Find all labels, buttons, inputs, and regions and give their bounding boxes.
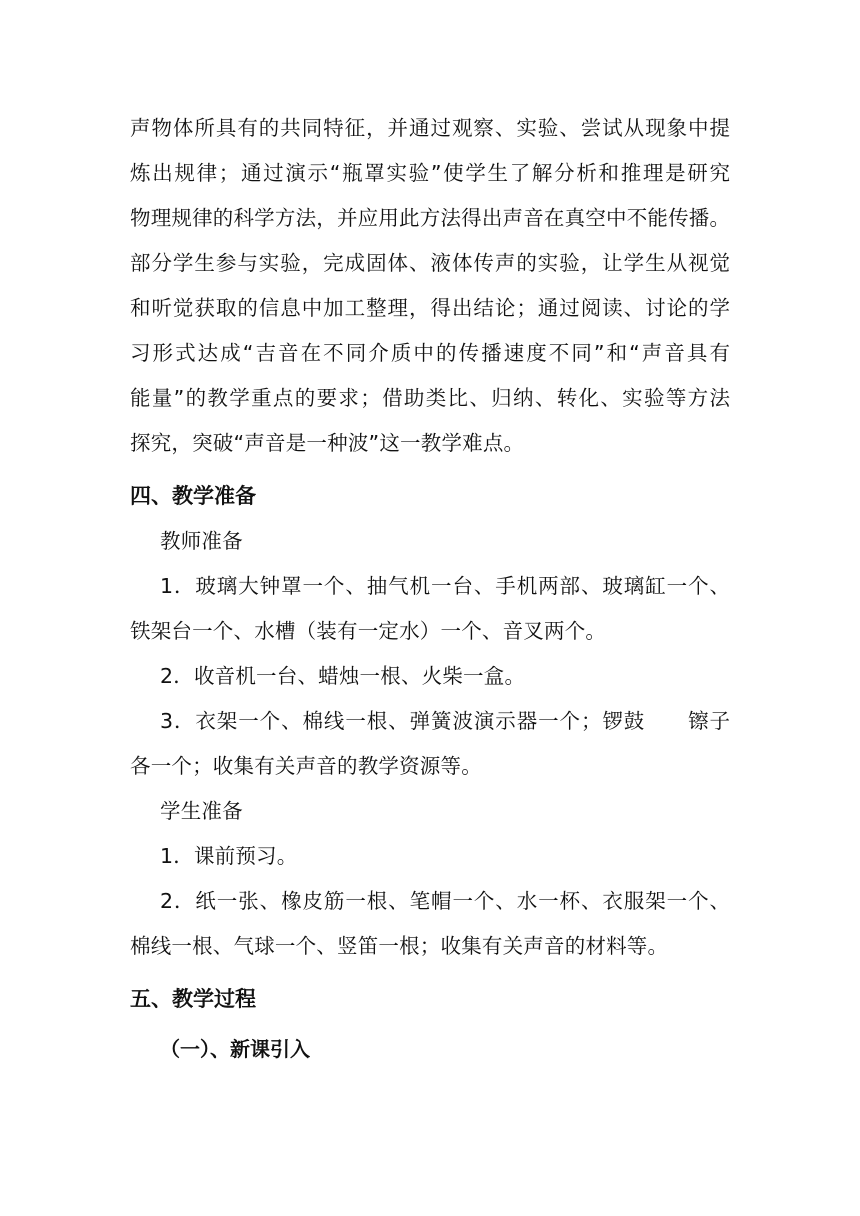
paragraph-line: 炼出规律；通过演示“瓶罩实验”使学生了解分析和推理是研究 — [130, 161, 730, 185]
list-item-line: 3．衣架一个、棉线一根、弹簧波演示器一个；锣鼓 镲子 — [160, 709, 730, 733]
student-preparation-label: 学生准备 — [160, 799, 243, 823]
document-page — [130, 106, 730, 1072]
paragraph-line: 能量”的教学重点的要求；借助类比、归纳、转化、实验等方法 — [130, 386, 730, 410]
list-item-line: 2．收音机一台、蜡烛一根、火柴一盒。 — [160, 664, 526, 688]
list-item-line: 棉线一根、气球一个、竖笛一根；收集有关声音的材料等。 — [130, 934, 669, 958]
subsection-heading-intro: （一）、新课引入 — [160, 1037, 310, 1061]
paragraph-line: 探究，突破“声音是一种波”这一教学难点。 — [130, 431, 525, 455]
paragraph-line: 和听觉获取的信息中加工整理，得出结论；通过阅读、讨论的学 — [130, 296, 730, 320]
paragraph-line: 习形式达成“吉音在不同介质中的传播速度不同”和“声音具有 — [130, 341, 730, 365]
intro-paragraph — [130, 106, 730, 466]
paragraph-line: 声物体所具有的共同特征，并通过观察、实验、尝试从现象中提 — [130, 116, 730, 140]
list-item-line: 1．课前预习。 — [160, 844, 298, 868]
list-item-line: 各一个；收集有关声音的教学资源等。 — [130, 754, 482, 778]
section-heading-preparation: 四、教学准备 — [130, 484, 256, 508]
list-item-line: 1．玻璃大钟罩一个、抽气机一台、手机两部、玻璃缸一个、 — [160, 574, 730, 598]
list-item-line: 2．纸一张、橡皮筋一根、笔帽一个、水一杯、衣服架一个、 — [160, 889, 730, 913]
student-item-2 — [130, 879, 730, 969]
teacher-item-2 — [130, 654, 730, 699]
paragraph-line: 部分学生参与实验，完成固体、液体传声的实验，让学生从视觉 — [130, 251, 730, 275]
student-item-1 — [130, 834, 730, 879]
paragraph-line: 物理规律的科学方法，并应用此方法得出声音在真空中不能传播。 — [130, 206, 730, 230]
teacher-item-1 — [130, 564, 730, 654]
list-item-line: 铁架台一个、水槽（装有一定水）一个、音叉两个。 — [130, 619, 607, 643]
teacher-preparation-label: 教师准备 — [160, 529, 243, 553]
teacher-item-3 — [130, 699, 730, 789]
section-heading-process: 五、教学过程 — [130, 987, 256, 1011]
